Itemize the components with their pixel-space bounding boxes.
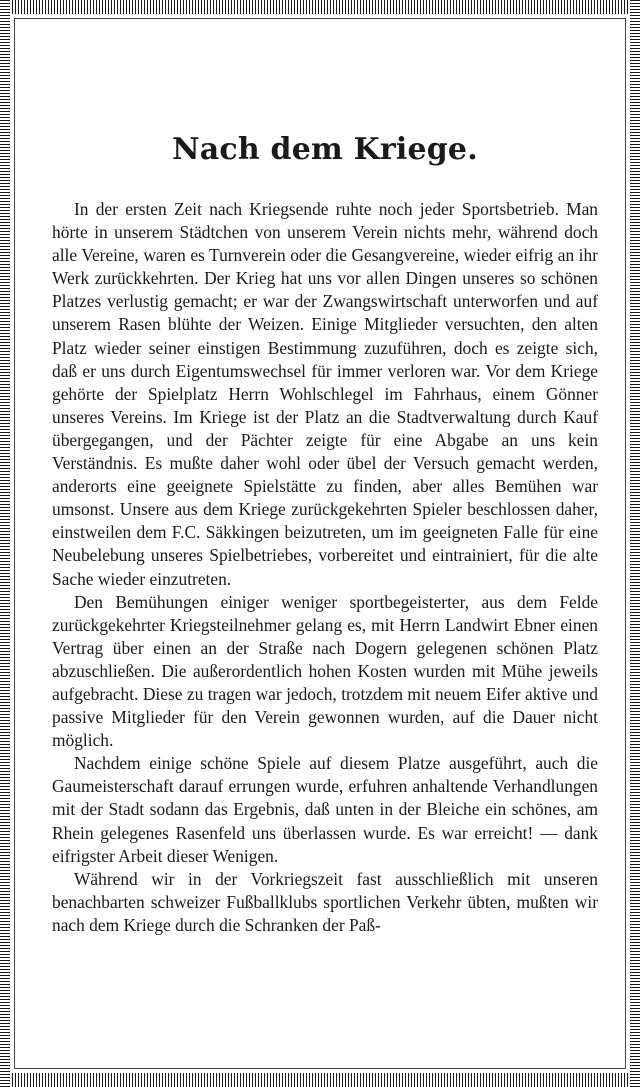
decorative-border-left — [0, 0, 10, 1087]
paragraph-4: Während wir in der Vorkriegszeit fast ausschließlich mit unseren benachbarten schweizer Fußballklubs sportlichen Verkehr übten, mußten wir nach dem Kriege durch die Schranken der Paß- — [52, 868, 598, 935]
decorative-border-bottom — [0, 1073, 640, 1087]
document-page — [52, 128, 598, 937]
paragraph-1: In der ersten Zeit nach Kriegsende ruhte noch jeder Sportsbetrieb. Man hörte in unserem Städtchen von unserem Verein nichts mehr, während doch alle Vereine, waren es Turnverein oder die Gesangvereine, wieder eifrig an ihr Werk zurückkehrten. Der Krieg hat uns vor allen Dingen unseres so schönen Platzes verlustig gemacht; er war der Zwangswirtschaft unterworfen und auf unserem Rasen blühte der Weizen. Einige Mitglieder versuchten, den alten Platz wieder seiner einstigen Bestimmung zuzuführen, doch es zeigte sich, daß er uns durch Eigentumswechsel für immer verloren war. Vor dem Kriege gehörte der Spielplatz Herrn Wohlschlegel im Fahrhaus, einem Gönner unseres Vereins. Im Kriege ist der Platz an die Stadtverwaltung durch Kauf übergegangen, und der Pächter zeigte für eine Abgabe an uns kein Verständnis. Es mußte daher wohl oder übel der Versuch gemacht werden, anderorts eine geeignete Spielstätte zu finden, aber alles Bemühen war umsonst. Unsere aus dem Kriege zurückgekehrten Spieler beschlossen daher, einstweilen dem F.C. Säkkingen beizutreten, um im geeigneten Falle für eine Neubelebung unseres Spielbetriebes, vorbereitet und eintrainiert, für die alte Sache wieder einzutreten. — [52, 199, 598, 589]
page-title: Nach dem Kriege. — [172, 132, 478, 167]
decorative-border-top — [0, 0, 640, 14]
decorative-border-right — [630, 0, 640, 1087]
paragraph-2: Den Bemühungen einiger weniger sportbegeisterter, aus dem Felde zurückgekehrter Kriegsteilnehmer gelang es, mit Herrn Landwirt Ebner einen Vertrag über einen an der Straße nach Dogern gelegenen schönen Platz abzuschließen. Die außerordentlich hohen Kosten wurden mit Mühe jeweils aufgebracht. Diese zu tragen war jedoch, trotzdem mit neuem Eifer aktive und passive Mitglieder für den Verein gewonnen wurden, auf die Dauer nicht möglich. — [52, 591, 598, 751]
paragraph-3: Nachdem einige schöne Spiele auf diesem Platze ausgeführt, auch die Gaumeisterschaft darauf errungen wurde, erfuhren anhaltende Verhandlungen mit der Stadt sodann das Ergebnis, daß unten in der Bleiche ein schönes, am Rhein gelegenes Rasenfeld uns überlassen wurde. Es war erreicht! — dank eifrigster Arbeit dieser Wenigen. — [52, 753, 598, 866]
